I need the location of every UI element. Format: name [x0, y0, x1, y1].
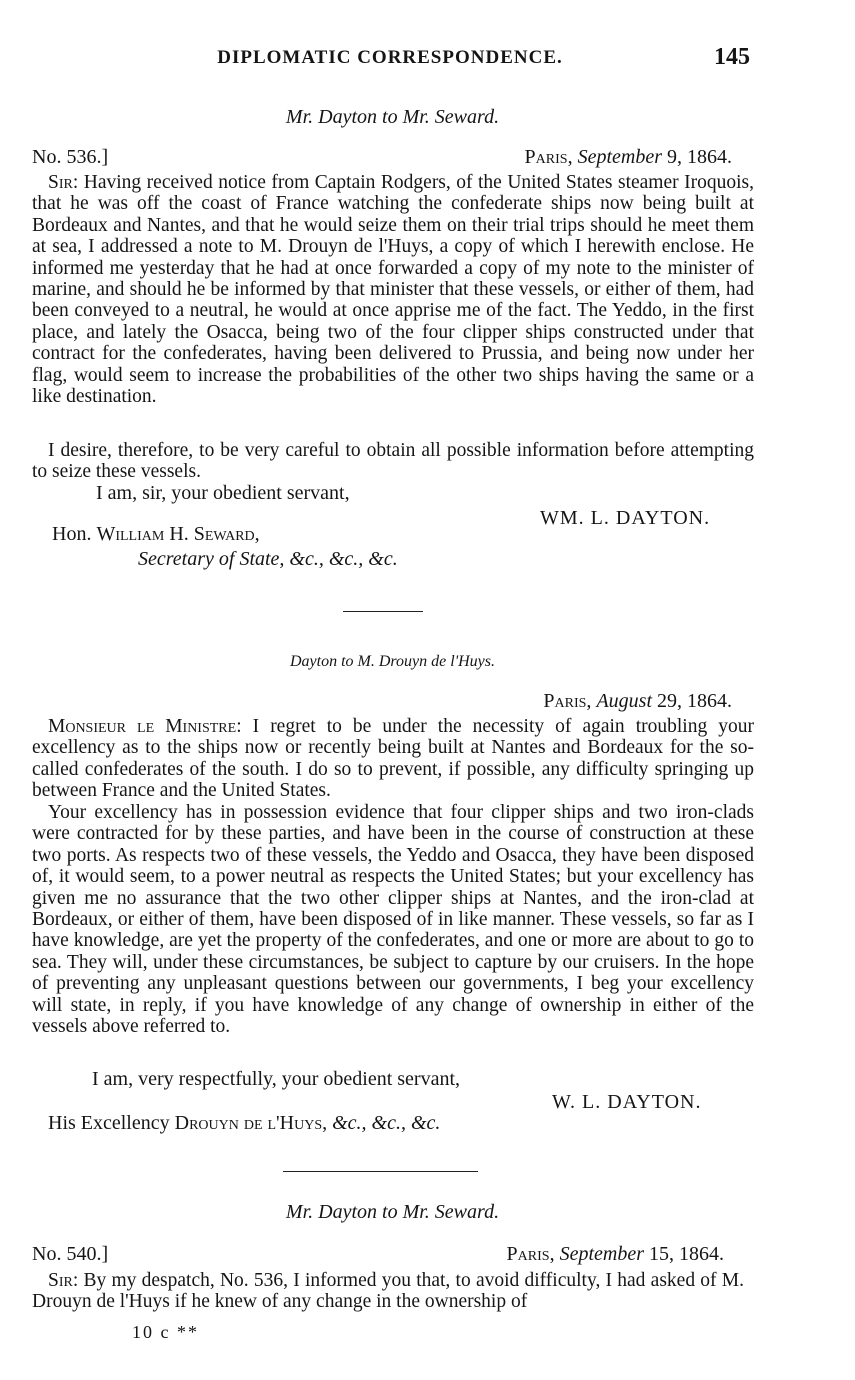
letter1-place: Paris, [524, 146, 573, 168]
letter2-addressee-name: Drouyn de l'Huys, [174, 1112, 328, 1134]
letter2-closing: I am, very respectfully, your obedient servant, [92, 1068, 461, 1090]
letter2-body-1: I regret to be under the necessity of again troubling your excellency as to the ships now or recently being built at Nantes and Bordeaux for the so-called confederates of the south. I do so to prevent, if possible, any difficulty springing up between France and the United States. [32, 716, 754, 802]
letter3-dateline [32, 1243, 724, 1269]
section-divider-2 [283, 1171, 478, 1172]
letter1-paragraph-2: I desire, therefore, to be very careful to obtain all possible information before attempting to seize these vessels. [32, 440, 754, 483]
letter1-addressee [52, 523, 260, 546]
letter3-place: Paris, [506, 1243, 555, 1265]
letter1-body-1: Having received notice from Captain Rodgers, of the United States steamer Iroquois, that he was off the coast of France watching the confederate ships now being built at Bordeaux and Nantes, and that he would seize them on their trial trips should he meet them at sea, I addressed a note to M. Drouyn de l'Huys, a copy of which I herewith enclose. He informed me yesterday that he had at once forwarded a copy of my note to the minister of marine, and should he be informed by that minister that these vessels, or either of them, had been conveyed to a neutral, he would at once apprise me of the fact. The Yeddo, in the first place, and lately the Osacca, being two of the four clipper ships constructed under that contract for the confederates, having been delivered to Prussia, and being now under her flag, would seem to increase the probabilities of the other two ships having the same or a like destination. [32, 172, 754, 408]
letter1-salutation: Sir: [48, 172, 79, 193]
letter1-addressee-prefix: Hon. [52, 523, 92, 545]
running-title: DIPLOMATIC CORRESPONDENCE. [217, 47, 563, 68]
letter1-date-month: September [577, 146, 662, 168]
letter1-addressee-name: William H. Seward, [96, 523, 260, 545]
letter3-number: No. 540.] [32, 1243, 109, 1265]
letter2-date-rest: 29, 1864. [657, 690, 732, 712]
letter3-date-month: September [559, 1243, 644, 1265]
letter1-signature: WM. L. DAYTON. [540, 507, 711, 529]
letter2-heading: Dayton to M. Drouyn de l'Huys. [289, 653, 495, 670]
letter1-heading: Mr. Dayton to Mr. Seward. [285, 106, 500, 128]
running-head [30, 44, 750, 74]
letter2-signature: W. L. DAYTON. [552, 1091, 702, 1113]
letter3-paragraph-1 [32, 1270, 744, 1313]
section-divider-1 [343, 611, 423, 612]
letter3-date-rest: 15, 1864. [649, 1243, 724, 1265]
letter3-salutation: Sir: [48, 1270, 79, 1291]
letter2-addressee [48, 1112, 440, 1135]
letter1-addressee-title: Secretary of State, &c., &c., &c. [138, 548, 398, 570]
letter3-body-1: By my despatch, No. 536, I informed you that, to avoid difficulty, I had asked of M. Drouyn de l'Huys if he knew of any change in the ownership of [32, 1270, 744, 1313]
letter2-dateline [32, 690, 732, 716]
letter2-paragraph-2: Your excellency has in possession evidence that four clipper ships and two iron-clads were contracted for by these parties, and have been in the course of construction at these two ports. As respects two of these vessels, the Yeddo and Osacca, they have been disposed of, it would seem, to a power neutral as respects the United States; but your excellency has given me no assurance that the two other clipper ships at Nantes, and the iron-clad at Bordeaux, or either of them, have been disposed of in like manner. These vessels, so far as I have knowledge, are yet the property of the confederates, and one or more are about to go to sea. They will, under these circumstances, be subject to capture by our cruisers. In the hope of preventing any unpleasant questions between our governments, I beg your excellency will state, in reply, if you have knowledge of any change of ownership in either of the vessels above referred to. [32, 802, 754, 1038]
letter2-addressee-prefix: His Excellency [48, 1112, 170, 1134]
letter3-date [507, 1243, 724, 1266]
letter2-date-month: August [596, 690, 652, 712]
letter1-number: No. 536.] [32, 146, 109, 168]
letter2-place: Paris, [543, 690, 592, 712]
page-number: 145 [714, 44, 750, 70]
letter2-paragraph-1 [32, 716, 754, 802]
letter1-paragraph-1 [32, 172, 754, 407]
letter1-date [525, 146, 732, 169]
letter1-closing: I am, sir, your obedient servant, [96, 482, 350, 504]
letter1-date-rest: 9, 1864. [667, 146, 732, 168]
letter3-heading: Mr. Dayton to Mr. Seward. [285, 1201, 500, 1223]
printer-signature-mark: 10 c ** [132, 1322, 199, 1342]
letter2-addressee-title: &c., &c., &c. [332, 1112, 441, 1134]
letter2-salutation: Monsieur le Ministre: [48, 716, 242, 737]
letter2-date [543, 690, 732, 713]
letter1-dateline [32, 146, 732, 172]
